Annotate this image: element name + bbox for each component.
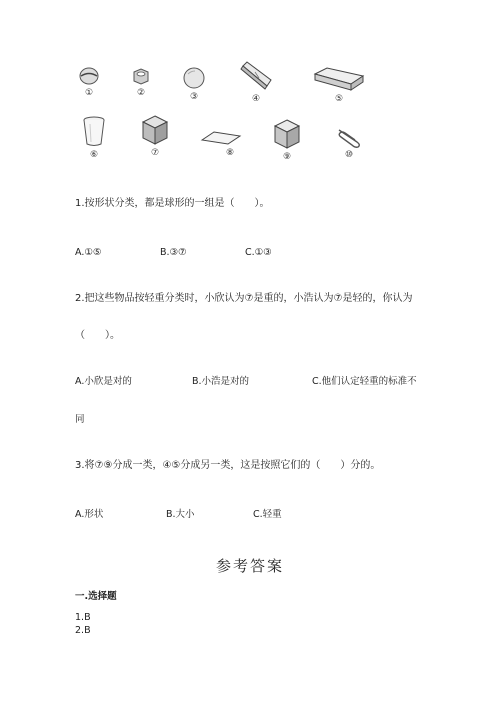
q3-option-a: A.形状: [75, 509, 104, 520]
answer-1: 1.B: [75, 612, 91, 623]
eraser-icon: [237, 60, 275, 92]
figure-3: [179, 66, 209, 102]
q3-option-c: C.轻重: [253, 509, 282, 520]
figure-label: ⑩: [344, 150, 354, 160]
figure-6: [80, 116, 108, 160]
figure-5: [310, 66, 368, 104]
q1-option-a: A.①⑤: [75, 247, 102, 258]
figure-label: ⑧: [225, 148, 235, 158]
figure-1: [76, 66, 102, 98]
figure-10: [334, 126, 364, 160]
figure-label: ②: [136, 88, 146, 98]
paperclip-icon: [335, 126, 363, 148]
figure-9: [272, 118, 302, 162]
answer-2: 2.B: [75, 625, 91, 636]
answer-title: 参考答案: [215, 557, 284, 575]
q2-option-c-cont: 同: [75, 414, 85, 425]
figure-label: ⑥: [89, 150, 99, 160]
figure-label: ⑤: [334, 94, 344, 104]
book-icon: [311, 66, 367, 92]
q2-option-b: B.小浩是对的: [192, 376, 250, 387]
figure-label: ⑦: [150, 148, 160, 158]
figure-label: ④: [251, 94, 261, 104]
question-2-cont: （ ）。: [75, 330, 120, 341]
q2-option-c: C.他们认定轻重的标准不: [312, 376, 417, 387]
card-icon: [200, 130, 242, 146]
figure-8: [199, 130, 243, 158]
q3-option-b: B.大小: [166, 509, 195, 520]
figure-label: ③: [189, 92, 199, 102]
ball-icon: [181, 66, 207, 90]
section-title: 一.选择题: [75, 591, 117, 602]
hex-nut-icon: [130, 68, 152, 86]
cube-icon: [273, 118, 301, 150]
figure-label: ①: [84, 88, 94, 98]
q2-option-a: A.小欣是对的: [75, 376, 132, 387]
figure-label: ⑨: [282, 152, 292, 162]
figure-7: [140, 114, 170, 158]
cup-icon: [82, 116, 106, 148]
round-snack-icon: [78, 66, 100, 86]
question-2: 2.把这些物品按轻重分类时，小欣认为⑦是重的，小浩认为⑦是轻的，你认为: [75, 293, 413, 304]
q1-option-b: B.③⑦: [160, 247, 187, 258]
question-1: 1.按形状分类，都是球形的一组是（ ）。: [75, 198, 270, 209]
figure-2: [128, 68, 154, 98]
cube-icon: [141, 114, 169, 146]
figure-4: [236, 60, 276, 104]
question-3: 3.将⑦⑨分成一类，④⑤分成另一类，这是按照它们的（ ）分的。: [75, 460, 381, 471]
q1-option-c: C.①③: [245, 247, 272, 258]
